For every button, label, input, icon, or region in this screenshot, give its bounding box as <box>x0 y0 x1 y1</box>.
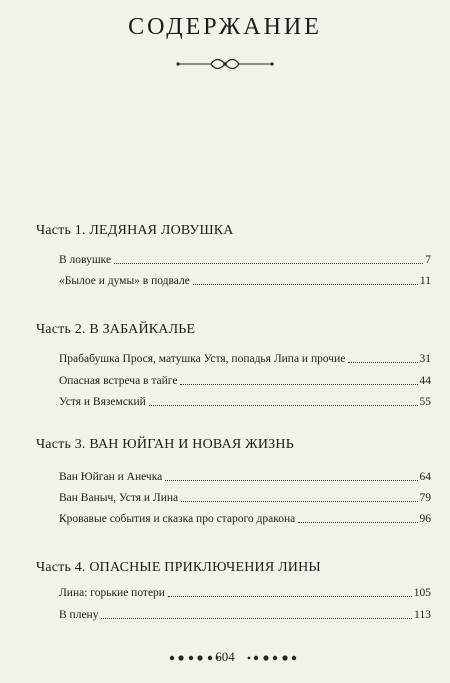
entry-title: В ловушке <box>59 254 112 266</box>
toc-entry <box>59 391 431 409</box>
dot-leader <box>180 384 417 385</box>
part-heading: Часть 2. В ЗАБАЙКАЛЬЕ <box>36 322 196 337</box>
entry-page: 44 <box>419 375 431 387</box>
dot-leader <box>298 522 417 523</box>
dot-leader <box>193 284 418 285</box>
toc-entry <box>59 370 431 388</box>
entry-page: 7 <box>425 254 431 266</box>
entry-page: 105 <box>413 587 431 599</box>
page-footer <box>0 649 450 667</box>
entry-page: 113 <box>414 609 431 621</box>
ornament-right-icon <box>246 652 298 664</box>
entry-page: 11 <box>419 275 431 287</box>
part-heading: Часть 3. ВАН ЮЙГАН И НОВАЯ ЖИЗНЬ <box>36 437 294 452</box>
toc-entry <box>59 249 431 267</box>
entry-title: «Былое и думы» в подвале <box>59 275 190 287</box>
dot-leader <box>348 362 417 363</box>
entry-title: Прабабушка Прося, матушка Устя, попадья Липа и прочие <box>59 353 346 365</box>
entry-title: Устя и Вяземский <box>59 396 146 408</box>
entry-page: 55 <box>419 396 431 408</box>
ornament-divider-icon <box>175 56 275 72</box>
entry-title: Ван Ваныч, Устя и Лина <box>59 492 179 504</box>
part-heading: Часть 4. ОПАСНЫЕ ПРИКЛЮЧЕНИЯ ЛИНЫ <box>36 560 321 575</box>
page-title: СОДЕРЖАНИЕ <box>128 14 322 40</box>
dot-leader <box>181 501 417 502</box>
entry-title: Лина: горькие потери <box>59 587 165 599</box>
entry-page: 31 <box>419 353 431 365</box>
entry-title: Ван Юйган и Анечка <box>59 471 163 483</box>
page-number: 604 <box>215 649 235 664</box>
entry-title: В плену <box>59 609 99 621</box>
entry-title: Кровавые события и сказка про старого дракона <box>59 513 296 525</box>
dot-leader <box>149 405 418 406</box>
dot-leader <box>165 480 417 481</box>
part-heading: Часть 1. ЛЕДЯНАЯ ЛОВУШКА <box>36 223 234 238</box>
dot-leader <box>114 263 423 264</box>
entry-title: Опасная встреча в тайге <box>59 375 178 387</box>
toc-entry <box>59 604 431 622</box>
toc-entry <box>59 487 431 505</box>
toc-entry <box>59 508 431 526</box>
entry-page: 79 <box>419 492 431 504</box>
dot-leader <box>168 596 412 597</box>
toc-entry <box>59 270 431 288</box>
toc-entry <box>59 348 431 366</box>
toc-entry <box>59 466 431 484</box>
toc-entry <box>59 582 431 600</box>
dot-leader <box>101 618 412 619</box>
entry-page: 64 <box>419 471 431 483</box>
entry-page: 96 <box>419 513 431 525</box>
